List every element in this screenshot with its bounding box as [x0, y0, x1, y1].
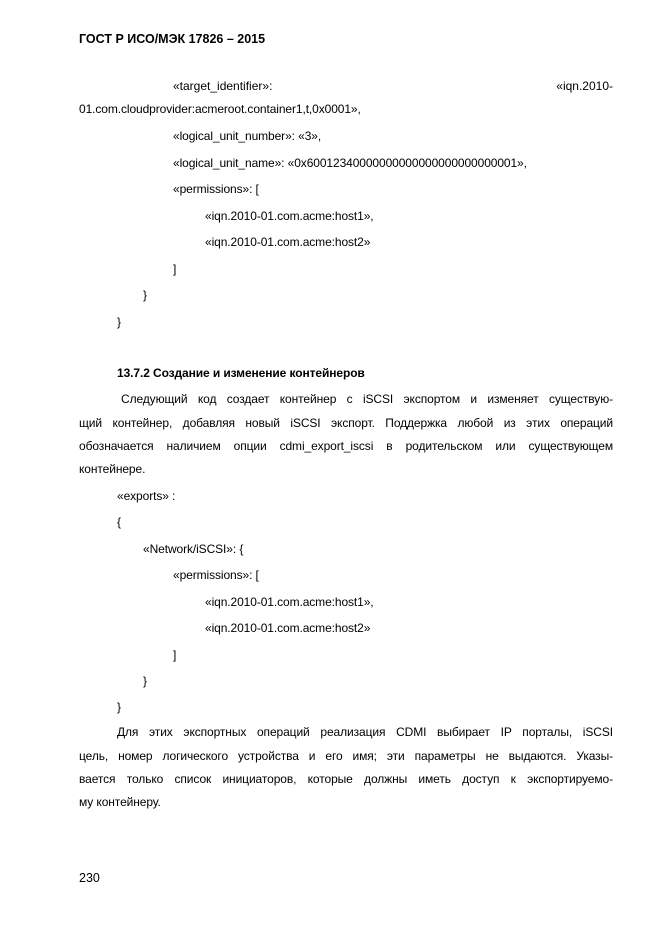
- target-identifier-value-start: «iqn.2010-: [556, 79, 613, 93]
- section-heading: 13.7.2 Создание и изменение контейнеров: [117, 366, 365, 380]
- target-identifier-key: «target_identifier»:: [173, 79, 273, 93]
- permission-host1-line: «iqn.2010-01.com.acme:host1»,: [205, 209, 374, 223]
- page-number: 230: [79, 871, 100, 885]
- network-iscsi-line: «Network/iSCSI»: {: [143, 542, 244, 556]
- exports-close-brace: }: [117, 700, 121, 714]
- paragraph-2-line-3: вается только список инициаторов, которые должны иметь доступ к экспортируемо-: [79, 772, 613, 786]
- logical-unit-number-line: «logical_unit_number»: «3»,: [173, 129, 322, 143]
- permissions-close-bracket: ]: [173, 262, 177, 276]
- document-header: ГОСТ Р ИСО/МЭК 17826 – 2015: [79, 32, 266, 46]
- permissions-open-line-2: «permissions»: [: [173, 568, 259, 582]
- permission-host1-line-2: «iqn.2010-01.com.acme:host1»,: [205, 595, 374, 609]
- paragraph-2-line-4: му контейнеру.: [79, 795, 161, 809]
- logical-unit-name-line: «logical_unit_name»: «0x60012340000000000000000000000001»,: [173, 156, 527, 170]
- target-identifier-value-end: 01.com.cloudprovider:acmeroot.container1,t,0x0001»,: [79, 102, 361, 116]
- exports-line: «exports» :: [117, 489, 176, 503]
- permission-host2-line-2: «iqn.2010-01.com.acme:host2»: [205, 621, 371, 635]
- paragraph-1-line-1: Следующий код создает контейнер с iSCSI экспортом и изменяет существую-: [121, 392, 613, 406]
- permission-host2-line: «iqn.2010-01.com.acme:host2»: [205, 235, 371, 249]
- exports-open-brace: {: [117, 515, 121, 529]
- paragraph-2-line-2: цель, номер логического устройства и его имя; эти параметры не выдаются. Указы-: [79, 749, 613, 763]
- outer-close-brace: }: [117, 315, 121, 329]
- inner-close-brace: }: [143, 288, 147, 302]
- paragraph-2-line-1: Для этих экспортных операций реализация CDMI выбирает IP порталы, iSCSI: [117, 725, 613, 739]
- permissions-open-line: «permissions»: [: [173, 182, 259, 196]
- target-identifier-line: [173, 79, 613, 94]
- permissions-close-bracket-2: ]: [173, 648, 177, 662]
- paragraph-1-line-2: щий контейнер, добавляя новый iSCSI экспорт. Поддержка любой из этих операций: [79, 416, 613, 430]
- network-close-brace: }: [143, 674, 147, 688]
- paragraph-1-line-4: контейнере.: [79, 462, 146, 476]
- paragraph-1-line-3: обозначается наличием опции cdmi_export_iscsi в родительском или существующем: [79, 439, 613, 453]
